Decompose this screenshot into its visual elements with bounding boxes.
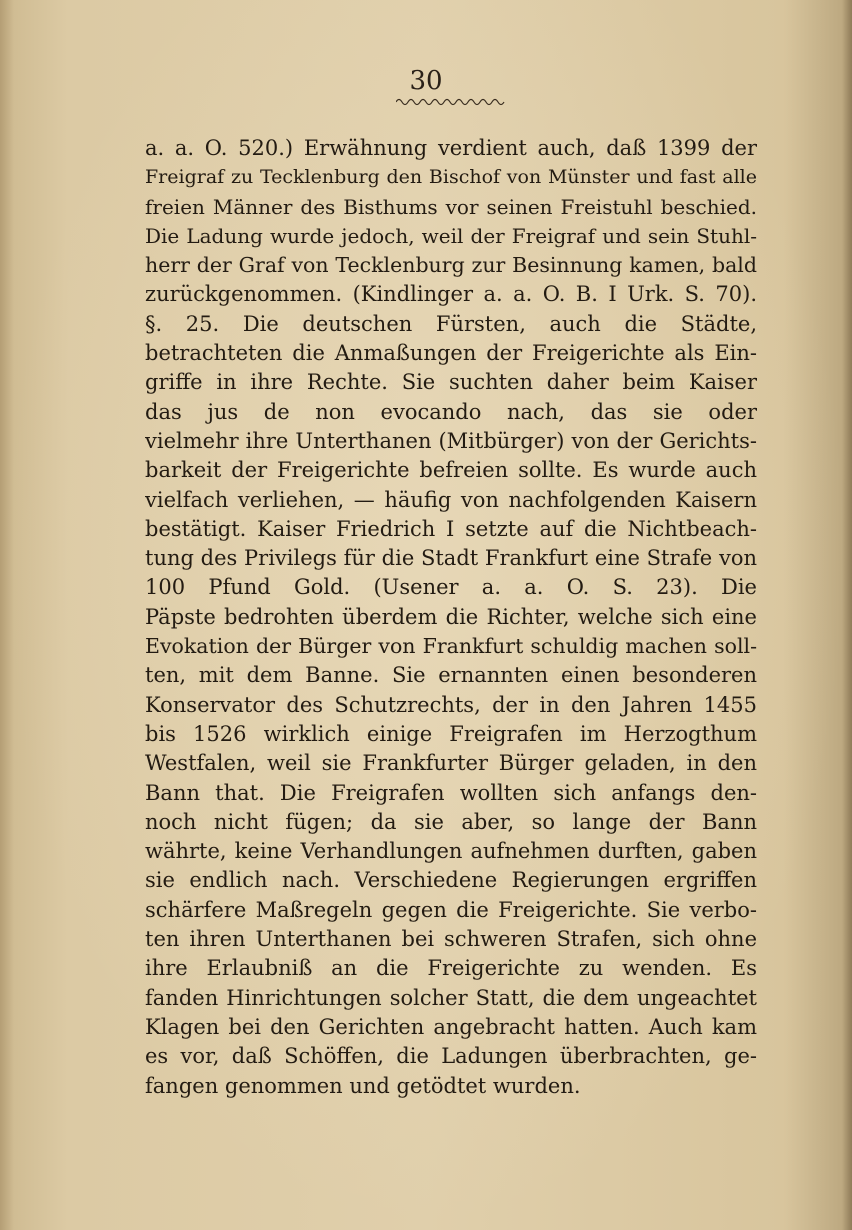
body-text	[145, 134, 757, 1101]
text-line: vielfach verliehen, — häufig von nachfolgenden Kaisern	[145, 487, 757, 512]
text-line: das jus de non evocando nach, das sie oder	[145, 399, 757, 424]
text-line: zurückgenommen. (Kindlinger a. a. O. B. I Urk. S. 70).	[145, 282, 757, 307]
text-line: währte, keine Verhandlungen aufnehmen durften, gaben	[145, 839, 757, 864]
text-line: Die Ladung wurde jedoch, weil der Freigraf und sein Stuhl-	[145, 223, 757, 248]
text-line: Päpste bedrohten überdem die Richter, welche sich eine	[145, 604, 757, 629]
text-line: fanden Hinrichtungen solcher Statt, die dem ungeachtet	[145, 985, 757, 1010]
text-line: a. a. O. 520.) Erwähnung verdient auch, daß 1399 der	[145, 136, 757, 160]
text-line: griffe in ihre Rechte. Sie suchten daher beim Kaiser	[145, 370, 757, 395]
text-line: Evokation der Bürger von Frankfurt schuldig machen soll-	[145, 634, 757, 659]
text-line: bestätigt. Kaiser Friedrich I setzte auf die Nichtbeach-	[145, 516, 757, 541]
text-line: Klagen bei den Gerichten angebracht hatten. Auch kam	[145, 1014, 757, 1039]
text-line: schärfere Maßregeln gegen die Freigerichte. Sie verbo-	[145, 897, 757, 922]
text-line: Freigraf zu Tecklenburg den Bischof von Münster und fast alle	[145, 166, 757, 189]
page-right-edge	[842, 0, 852, 1230]
text-line: ten ihren Unterthanen bei schweren Strafen, sich ohne	[145, 927, 757, 952]
text-line: freien Männer des Bisthums vor seinen Freistuhl beschied.	[145, 194, 757, 219]
wavy-rule-ornament-icon	[396, 96, 506, 108]
text-line: §. 25. Die deutschen Fürsten, auch die Städte,	[145, 311, 757, 336]
text-line: sie endlich nach. Verschiedene Regierungen ergriffen	[145, 868, 757, 893]
text-line: noch nicht fügen; da sie aber, so lange der Bann	[145, 809, 757, 834]
text-line: fangen genommen und getödtet wurden.	[145, 1073, 581, 1098]
text-line: vielmehr ihre Unterthanen (Mitbürger) von der Gerichts-	[145, 428, 757, 453]
text-line: betrachteten die Anmaßungen der Freigerichte als Ein-	[145, 341, 757, 366]
page-number: 30	[409, 66, 443, 96]
text-line: bis 1526 wirklich einige Freigrafen im Herzogthum	[145, 721, 757, 746]
text-line: tung des Privilegs für die Stadt Frankfurt eine Strafe von	[145, 546, 757, 571]
text-line: ten, mit dem Banne. Sie ernannten einen besonderen	[145, 663, 757, 688]
text-line: Westfalen, weil sie Frankfurter Bürger geladen, in den	[145, 751, 757, 776]
text-line: Konservator des Schutzrechts, der in den Jahren 1455	[145, 692, 757, 717]
text-line: barkeit der Freigerichte befreien sollte. Es wurde auch	[145, 458, 757, 483]
text-line: herr der Graf von Tecklenburg zur Besinnung kamen, bald	[145, 253, 757, 278]
text-line: ihre Erlaubniß an die Freigerichte zu wenden. Es	[145, 956, 757, 981]
text-line: Bann that. Die Freigrafen wollten sich anfangs den-	[145, 780, 757, 805]
page-left-shadow	[0, 0, 14, 1230]
text-line: 100 Pfund Gold. (Usener a. a. O. S. 23). Die	[145, 575, 757, 600]
text-line: es vor, daß Schöffen, die Ladungen überbrachten, ge-	[145, 1044, 757, 1069]
